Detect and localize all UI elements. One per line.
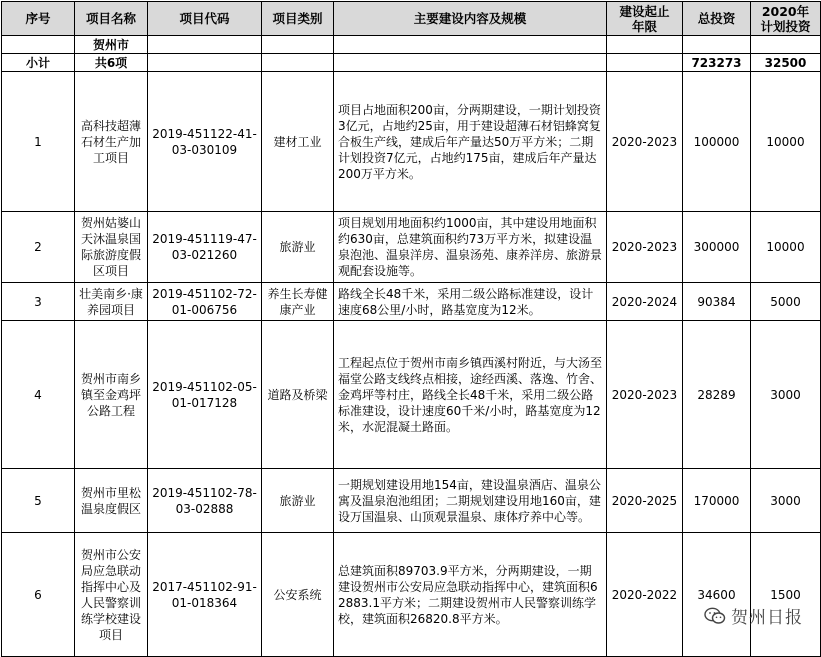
header-code: 项目代码 bbox=[148, 2, 262, 36]
table-row bbox=[2, 533, 821, 657]
row-name: 贺州姑婆山天沐温泉国际旅游度假区项目 bbox=[75, 212, 148, 283]
row-invest: 34600 bbox=[683, 533, 751, 657]
row-period: 2020-2023 bbox=[607, 321, 683, 469]
row-seq: 2 bbox=[2, 212, 75, 283]
row-code: 2017-451102-91-01-018364 bbox=[148, 533, 262, 657]
header-type: 项目类别 bbox=[262, 2, 334, 36]
wechat-icon bbox=[704, 607, 726, 625]
header-invest: 总投资 bbox=[683, 2, 751, 36]
subtotal-invest: 723273 bbox=[683, 54, 751, 72]
row-seq: 1 bbox=[2, 72, 75, 212]
row-name: 贺州市南乡镇至金鸡坪公路工程 bbox=[75, 321, 148, 469]
row-period: 2020-2025 bbox=[607, 469, 683, 533]
row-plan: 3000 bbox=[751, 469, 821, 533]
row-period: 2020-2023 bbox=[607, 72, 683, 212]
row-invest: 90384 bbox=[683, 283, 751, 321]
row-plan: 10000 bbox=[751, 212, 821, 283]
row-name: 贺州市公安局应急联动指挥中心及人民警察训练学校建设项目 bbox=[75, 533, 148, 657]
project-table bbox=[1, 1, 821, 657]
row-name: 贺州市里松温泉度假区 bbox=[75, 469, 148, 533]
row-content: 项目规划用地面积约1000亩，其中建设用地面积约630亩，总建筑面积约73万平方米，拟建设温泉泡池、温泉洋房、温泉汤苑、康养洋房、旅游景观配套设施等。 bbox=[334, 212, 607, 283]
row-code: 2019-451102-72-01-006756 bbox=[148, 283, 262, 321]
row-content: 工程起点位于贺州市南乡镇西溪村附近，与大汤至福堂公路支线终点相接，途经西溪、落逸、竹舍、金鸡坪等村庄，路线全长48千米，采用二级公路标准建设，设计速度60千米/小时，路基宽度为12米，水泥混凝土路面。 bbox=[334, 321, 607, 469]
row-content: 一期规划建设用地154亩，建设温泉酒店、温泉公寓及温泉泡池组团；二期规划建设用地160亩，建设万国温泉、山顶观景温泉、康体疗养中心等。 bbox=[334, 469, 607, 533]
row-content: 项目占地面积200亩，分两期建设，一期计划投资3亿元，占地约25亩，用于建设超薄石材铝蜂窝复合板生产线，建成后年产量达50万平方米；二期计划投资7亿元，占地约175亩，建成后年产量达200万平方米。 bbox=[334, 72, 607, 212]
header-period-line2: 年限 bbox=[631, 18, 657, 34]
watermark bbox=[704, 603, 803, 628]
table-row bbox=[2, 283, 821, 321]
row-type: 养生长寿健康产业 bbox=[262, 283, 334, 321]
header-content: 主要建设内容及规模 bbox=[334, 2, 607, 36]
row-period: 2020-2024 bbox=[607, 283, 683, 321]
row-type: 建材工业 bbox=[262, 72, 334, 212]
subtotal-plan: 32500 bbox=[751, 54, 821, 72]
row-period: 2020-2022 bbox=[607, 533, 683, 657]
header-plan bbox=[751, 2, 821, 36]
row-invest: 300000 bbox=[683, 212, 751, 283]
row-plan: 5000 bbox=[751, 283, 821, 321]
row-type: 旅游业 bbox=[262, 212, 334, 283]
city-name: 贺州市 bbox=[75, 36, 148, 54]
table-row bbox=[2, 72, 821, 212]
row-code: 2019-451119-47-03-021260 bbox=[148, 212, 262, 283]
row-content: 路线全长48千米，采用二级公路标准建设，设计速度68公里/小时，路基宽度为12米。 bbox=[334, 283, 607, 321]
subtotal-label: 小计 bbox=[2, 54, 75, 72]
row-invest: 170000 bbox=[683, 469, 751, 533]
row-name: 高科技超薄石材生产加工项目 bbox=[75, 72, 148, 212]
row-plan: 10000 bbox=[751, 72, 821, 212]
row-invest: 100000 bbox=[683, 72, 751, 212]
row-type: 公安系统 bbox=[262, 533, 334, 657]
table-row bbox=[2, 321, 821, 469]
watermark-text: 贺州日报 bbox=[731, 608, 803, 628]
row-type: 旅游业 bbox=[262, 469, 334, 533]
row-seq: 3 bbox=[2, 283, 75, 321]
row-period: 2020-2023 bbox=[607, 212, 683, 283]
header-plan-line2: 计划投资 bbox=[760, 18, 811, 34]
row-code: 2019-451122-41-03-030109 bbox=[148, 72, 262, 212]
header-period bbox=[607, 2, 683, 36]
subtotal-row bbox=[2, 54, 821, 72]
row-plan: 1500 bbox=[751, 533, 821, 657]
header-row bbox=[2, 2, 821, 36]
header-period-line1: 建设起止 bbox=[619, 3, 670, 19]
row-plan: 3000 bbox=[751, 321, 821, 469]
row-code: 2019-451102-05-01-017128 bbox=[148, 321, 262, 469]
row-type: 道路及桥梁 bbox=[262, 321, 334, 469]
row-content: 总建筑面积89703.9平方米，分两期建设，一期建设贺州市公安局应急联动指挥中心，建筑面积62883.1平方米；二期建设贺州市人民警察训练学校，建筑面积26820.8平方米。 bbox=[334, 533, 607, 657]
row-seq: 5 bbox=[2, 469, 75, 533]
row-seq: 6 bbox=[2, 533, 75, 657]
row-code: 2019-451102-78-03-02888 bbox=[148, 469, 262, 533]
row-invest: 28289 bbox=[683, 321, 751, 469]
row-name: 壮美南乡·康养园项目 bbox=[75, 283, 148, 321]
table-row bbox=[2, 212, 821, 283]
header-name: 项目名称 bbox=[75, 2, 148, 36]
header-seq: 序号 bbox=[2, 2, 75, 36]
city-row bbox=[2, 36, 821, 54]
header-plan-line1: 2020年 bbox=[761, 3, 810, 19]
row-seq: 4 bbox=[2, 321, 75, 469]
subtotal-count: 共6项 bbox=[75, 54, 148, 72]
table-row bbox=[2, 469, 821, 533]
